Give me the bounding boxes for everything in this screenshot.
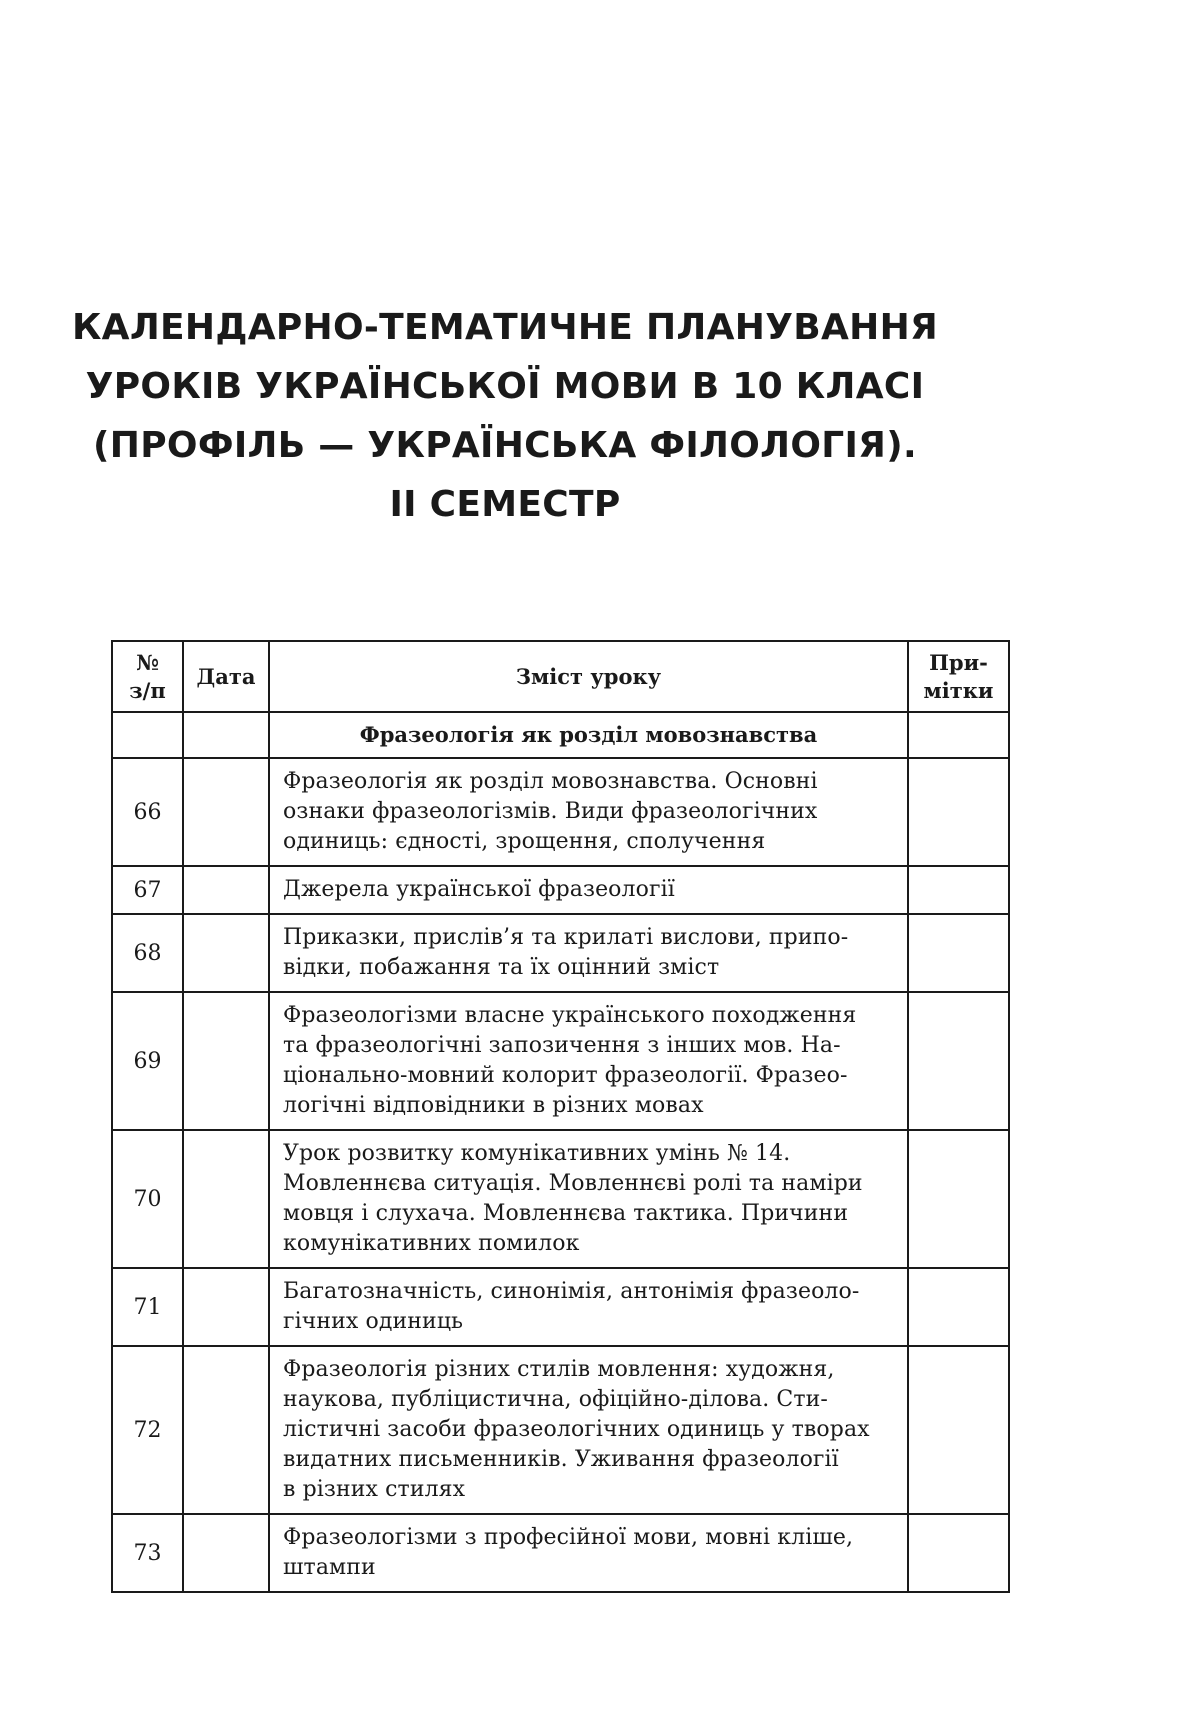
lesson-content: Фразеологія як розділ мовознавства. Основні ознаки фразеологізмів. Види фразеологічних одиниць: єдності, зрощення, сполучення <box>269 758 908 866</box>
notes-cell <box>908 1268 1009 1346</box>
header-number: № з/п <box>112 641 183 712</box>
header-content: Зміст уроку <box>269 641 908 712</box>
empty-cell <box>183 712 269 758</box>
section-row <box>112 712 1009 758</box>
notes-cell <box>908 914 1009 992</box>
lesson-content: Багатозначність, синонімія, антонімія фразеоло- гічних одиниць <box>269 1268 908 1346</box>
lesson-number: 67 <box>112 866 183 914</box>
header-date: Дата <box>183 641 269 712</box>
page-title <box>0 298 1010 534</box>
date-cell <box>183 758 269 866</box>
table-row <box>112 914 1009 992</box>
table-row <box>112 1268 1009 1346</box>
lesson-number: 69 <box>112 992 183 1130</box>
lesson-number: 66 <box>112 758 183 866</box>
table-row <box>112 758 1009 866</box>
date-cell <box>183 1268 269 1346</box>
notes-cell <box>908 1130 1009 1268</box>
lesson-content: Фразеологізми з професійної мови, мовні кліше, штампи <box>269 1514 908 1592</box>
notes-cell <box>908 1346 1009 1514</box>
lesson-number: 72 <box>112 1346 183 1514</box>
empty-cell <box>112 712 183 758</box>
lesson-plan-table <box>111 640 1010 1593</box>
table-row <box>112 1346 1009 1514</box>
title-line-4: ІІ СЕМЕСТР <box>389 484 621 525</box>
table-row <box>112 1130 1009 1268</box>
table-row <box>112 1514 1009 1592</box>
date-cell <box>183 866 269 914</box>
notes-cell <box>908 1514 1009 1592</box>
header-notes: При- мітки <box>908 641 1009 712</box>
table-row <box>112 866 1009 914</box>
lesson-number: 70 <box>112 1130 183 1268</box>
lesson-content: Приказки, прислів’я та крилаті вислови, припо- відки, побажання та їх оцінний зміст <box>269 914 908 992</box>
date-cell <box>183 992 269 1130</box>
table-header-row <box>112 641 1009 712</box>
notes-cell <box>908 758 1009 866</box>
title-line-1: КАЛЕНДАРНО-ТЕМАТИЧНЕ ПЛАНУВАННЯ <box>71 307 939 348</box>
date-cell <box>183 1514 269 1592</box>
notes-cell <box>908 992 1009 1130</box>
lesson-content: Фразеологія різних стилів мовлення: художня, наукова, публіцистична, офіційно-ділова. Сти- лістичні засоби фразеологічних одиниць у творах видатних письменників. Уживання фразеології в різних стилях <box>269 1346 908 1514</box>
date-cell <box>183 1130 269 1268</box>
lesson-content: Фразеологізми власне українського походження та фразеологічні запозичення з інших мов. На- ціонально-мовний колорит фразеології. Фразео- логічні відповідники в різних мовах <box>269 992 908 1130</box>
date-cell <box>183 1346 269 1514</box>
empty-cell <box>908 712 1009 758</box>
notes-cell <box>908 866 1009 914</box>
lesson-content: Урок розвитку комунікативних умінь № 14. Мовленнєва ситуація. Мовленнєві ролі та наміри мовця і слухача. Мовленнєва тактика. Причини комунікативних помилок <box>269 1130 908 1268</box>
title-line-3: (ПРОФІЛЬ — УКРАЇНСЬКА ФІЛОЛОГІЯ). <box>93 425 917 466</box>
table-row <box>112 992 1009 1130</box>
section-title: Фразеологія як розділ мовознавства <box>269 712 908 758</box>
title-line-2: УРОКІВ УКРАЇНСЬКОЇ МОВИ В 10 КЛАСІ <box>85 366 925 407</box>
lesson-number: 68 <box>112 914 183 992</box>
date-cell <box>183 914 269 992</box>
lesson-number: 73 <box>112 1514 183 1592</box>
lesson-number: 71 <box>112 1268 183 1346</box>
lesson-content: Джерела української фразеології <box>269 866 908 914</box>
